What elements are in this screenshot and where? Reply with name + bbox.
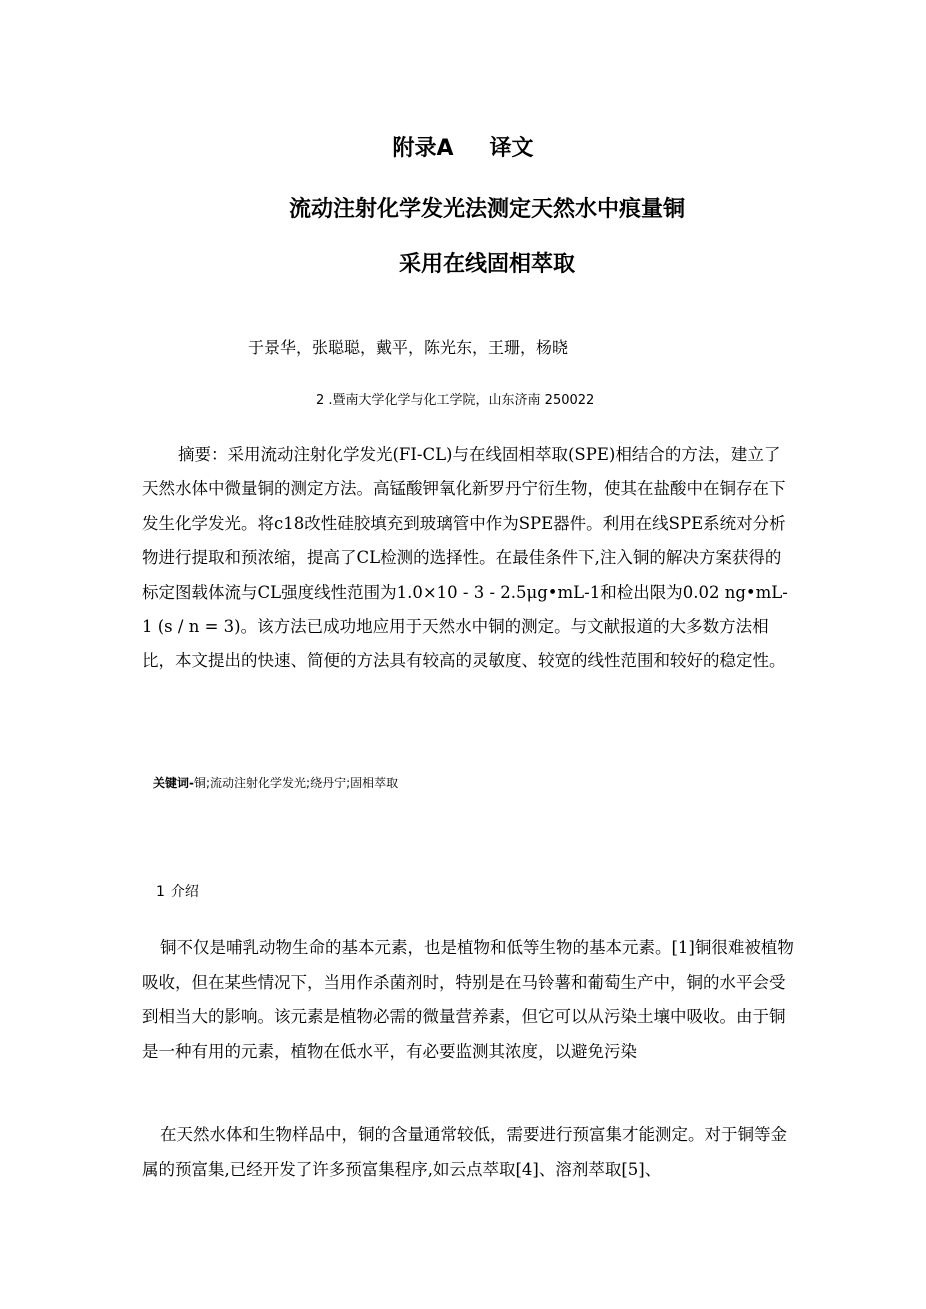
section-number: 1	[156, 884, 165, 900]
body-paragraph: 铜不仅是哺乳动物生命的基本元素，也是植物和低等生物的基本元素。[1]铜很难被植物吸收，但在某些情况下，当用作杀菌剂时，特别是在马铃薯和葡萄生产中，铜的水平会受到相当大的影响。该元素是植物必需的微量营养素，但它可以从污染土壤中吸收。由于铜是一种有用的元素，植物在低水平，有必要监测其浓度，以避免污染	[142, 938, 794, 1061]
appendix-title: 译文	[489, 136, 534, 161]
keywords-line	[153, 772, 398, 794]
appendix-label: 附录A	[392, 136, 454, 161]
paper-title-line-1: 流动注射化学发光法测定天然水中痕量铜	[288, 197, 685, 222]
abstract-paragraph: 摘要：采用流动注射化学发光(FI-CL)与在线固相萃取(SPE)相结合的方法，建立了天然水体中微量铜的测定方法。高锰酸钾氧化新罗丹宁衍生物，使其在盐酸中在铜存在下发生化学发光。将c18改性硅胶填充到玻璃管中作为SPE器件。利用在线SPE系统对分析物进行提取和预浓缩，提高了CL检测的选择性。在最佳条件下,注入铜的解决方案获得的标定图载体流与CL强度线性范围为1.0×10 - 3 - 2.5μg•mL-1和检出限为0.02 ng•mL-1 (s / n = 3)。该方法已成功地应用于天然水中铜的测定。与文献报道的大多数方法相比，本文提出的快速、简便的方法具有较高的灵敏度、较宽的线性范围和较好的稳定性。	[142, 445, 788, 671]
paper-title-line-2: 采用在线固相萃取	[398, 252, 575, 277]
section-heading-introduction	[156, 881, 199, 903]
section-title: 介绍	[170, 884, 199, 900]
author-affiliation: 2 .暨南大学化学与化工学院，山东济南 250022	[316, 393, 595, 408]
appendix-heading	[0, 133, 926, 165]
body-paragraph: 在天然水体和生物样品中，铜的含量通常较低，需要进行预富集才能测定。对于铜等金属的预富集,已经开发了许多预富集程序,如云点萃取[4]、溶剂萃取[5]、	[142, 1125, 787, 1179]
author-list: 于景华，张聪聪，戴平，陈光东，王珊，杨晓	[248, 338, 569, 357]
keywords-label: 关键词-	[153, 776, 194, 790]
keywords-text: 铜;流动注射化学发光;绕丹宁;固相萃取	[193, 776, 399, 790]
